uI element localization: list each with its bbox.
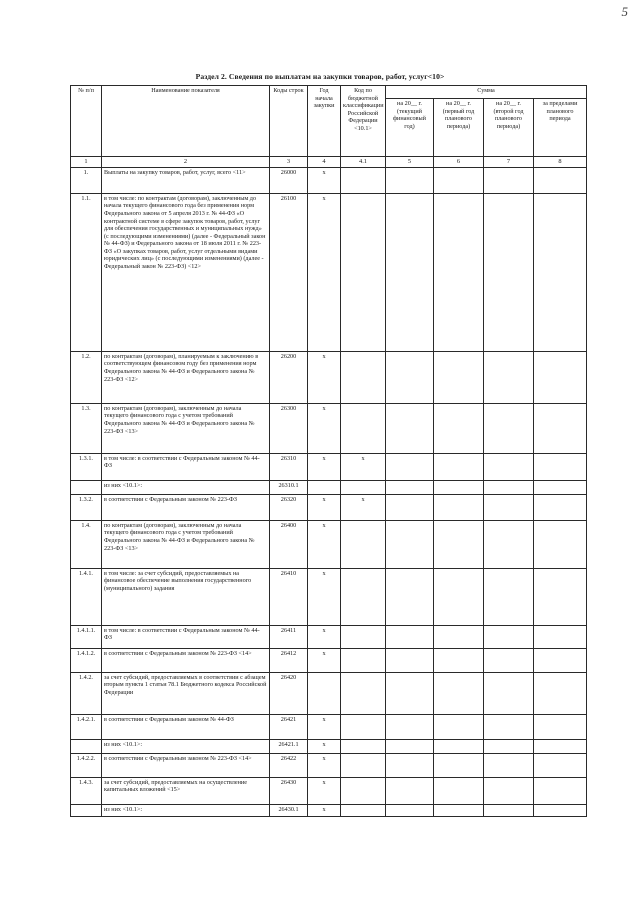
- row-sum-beyond: [534, 480, 587, 494]
- header-code: Коды строк: [270, 86, 308, 157]
- row-sum-beyond: [534, 351, 587, 403]
- row-sum-beyond: [534, 648, 587, 672]
- header-kbk: Код по бюджетной классификации Российской Федерации <10.1>: [341, 86, 386, 157]
- row-kbk: [341, 648, 386, 672]
- row-sum-current: [386, 648, 434, 672]
- row-sum-beyond: [534, 494, 587, 520]
- row-name: в соответствии с Федеральным законом № 223-ФЗ <14>: [102, 753, 270, 777]
- row-year: x: [308, 167, 341, 193]
- row-sum-plan2: [484, 568, 534, 625]
- row-name: в соответствии с Федеральным законом № 44-ФЗ: [102, 714, 270, 739]
- table-row: [71, 351, 587, 403]
- row-kbk: [341, 193, 386, 351]
- row-name: за счет субсидий, предоставляемых в соответствии с абзацем вторым пункта 1 статьи 78.1 Бюджетного кодекса Российской Федерации: [102, 672, 270, 714]
- row-sum-beyond: [534, 568, 587, 625]
- row-sum-plan2: [484, 480, 534, 494]
- table-row: [71, 753, 587, 777]
- table-row: [71, 520, 587, 568]
- row-number: [71, 480, 102, 494]
- row-sum-beyond: [534, 804, 587, 816]
- header-sum-plan2: на 20__ г. (второй год планового периода): [484, 99, 534, 157]
- row-sum-current: [386, 625, 434, 648]
- row-year: x: [308, 403, 341, 453]
- row-year: x: [308, 520, 341, 568]
- column-number: 7: [484, 157, 534, 168]
- row-sum-current: [386, 167, 434, 193]
- row-code: 26200: [270, 351, 308, 403]
- row-kbk: [341, 520, 386, 568]
- row-name: за счет субсидий, предоставляемых на осуществление капитальных вложений <15>: [102, 777, 270, 804]
- row-year: x: [308, 804, 341, 816]
- table-row: [71, 568, 587, 625]
- column-number: 5: [386, 157, 434, 168]
- table-row: [71, 625, 587, 648]
- row-sum-plan1: [434, 568, 484, 625]
- row-code: 26400: [270, 520, 308, 568]
- page-number-mark: 5: [621, 4, 628, 19]
- row-sum-current: [386, 480, 434, 494]
- column-number: 4.1: [341, 157, 386, 168]
- row-sum-beyond: [534, 403, 587, 453]
- row-number: 1.4.1.: [71, 568, 102, 625]
- row-name: в соответствии с Федеральным законом № 223-ФЗ <14>: [102, 648, 270, 672]
- row-name: из них <10.1>:: [102, 804, 270, 816]
- header-sum-beyond: за пределами планового периода: [534, 99, 587, 157]
- row-kbk: [341, 714, 386, 739]
- row-sum-plan1: [434, 480, 484, 494]
- row-kbk: x: [341, 453, 386, 480]
- row-kbk: [341, 753, 386, 777]
- row-sum-plan2: [484, 777, 534, 804]
- row-year: x: [308, 568, 341, 625]
- row-sum-plan2: [484, 167, 534, 193]
- row-sum-plan1: [434, 494, 484, 520]
- row-name: из них <10.1>:: [102, 480, 270, 494]
- row-sum-plan2: [484, 193, 534, 351]
- row-year: x: [308, 351, 341, 403]
- row-sum-plan1: [434, 804, 484, 816]
- row-code: 26411: [270, 625, 308, 648]
- row-sum-current: [386, 351, 434, 403]
- row-sum-plan2: [484, 672, 534, 714]
- row-sum-plan2: [484, 714, 534, 739]
- row-year: [308, 672, 341, 714]
- row-year: x: [308, 625, 341, 648]
- row-year: x: [308, 453, 341, 480]
- row-year: [308, 480, 341, 494]
- row-sum-plan2: [484, 625, 534, 648]
- row-number: 1.: [71, 167, 102, 193]
- row-kbk: [341, 625, 386, 648]
- row-name: по контрактам (договорам), заключенным до начала текущего финансового года с учетом требований Федерального закона № 44-ФЗ и Федерального закона № 223-ФЗ <13>: [102, 520, 270, 568]
- table-row: [71, 403, 587, 453]
- column-number: 3: [270, 157, 308, 168]
- header-num: № п/п: [71, 86, 102, 157]
- row-number: 1.3.2.: [71, 494, 102, 520]
- row-sum-plan1: [434, 714, 484, 739]
- row-sum-beyond: [534, 520, 587, 568]
- row-sum-plan1: [434, 648, 484, 672]
- row-number: 1.4.2.1.: [71, 714, 102, 739]
- row-code: 26300: [270, 403, 308, 453]
- row-year: x: [308, 777, 341, 804]
- row-code: 26430: [270, 777, 308, 804]
- row-sum-current: [386, 777, 434, 804]
- row-sum-plan1: [434, 753, 484, 777]
- row-code: 26420: [270, 672, 308, 714]
- header-sum-plan1: на 20__ г. (первый год планового периода): [434, 99, 484, 157]
- row-number: [71, 804, 102, 816]
- row-code: 26430.1: [270, 804, 308, 816]
- row-sum-plan1: [434, 193, 484, 351]
- table-row: [71, 804, 587, 816]
- row-code: 26421: [270, 714, 308, 739]
- row-code: 26000: [270, 167, 308, 193]
- row-sum-current: [386, 672, 434, 714]
- row-year: x: [308, 753, 341, 777]
- payments-table: [70, 85, 587, 817]
- row-kbk: [341, 568, 386, 625]
- table-row: [71, 672, 587, 714]
- row-sum-beyond: [534, 777, 587, 804]
- row-number: 1.2.: [71, 351, 102, 403]
- row-sum-current: [386, 520, 434, 568]
- row-sum-plan1: [434, 351, 484, 403]
- row-year: x: [308, 714, 341, 739]
- table-row: [71, 739, 587, 753]
- row-sum-current: [386, 753, 434, 777]
- row-year: x: [308, 193, 341, 351]
- row-sum-current: [386, 494, 434, 520]
- row-code: 26422: [270, 753, 308, 777]
- row-sum-beyond: [534, 167, 587, 193]
- header-year: Год начала закупки: [308, 86, 341, 157]
- row-name: в том числе: в соответствии с Федеральным законом № 44-ФЗ: [102, 625, 270, 648]
- row-sum-plan1: [434, 403, 484, 453]
- row-sum-plan2: [484, 648, 534, 672]
- row-kbk: [341, 351, 386, 403]
- table-row: [71, 648, 587, 672]
- row-name: по контрактам (договорам), заключенным до начала текущего финансового года с учетом требований Федерального закона № 44-ФЗ и Федерального закона № 223-ФЗ <13>: [102, 403, 270, 453]
- row-sum-plan2: [484, 351, 534, 403]
- row-kbk: [341, 403, 386, 453]
- row-sum-plan2: [484, 520, 534, 568]
- row-year: x: [308, 494, 341, 520]
- row-code: 26310.1: [270, 480, 308, 494]
- row-number: 1.4.: [71, 520, 102, 568]
- row-kbk: [341, 672, 386, 714]
- row-number: 1.3.1.: [71, 453, 102, 480]
- row-sum-beyond: [534, 739, 587, 753]
- table-row: [71, 480, 587, 494]
- row-code: 26421.1: [270, 739, 308, 753]
- row-kbk: x: [341, 494, 386, 520]
- row-name: в том числе: по контрактам (договорам), заключенным до начала текущего финансового года без применения норм Федерального закона от 5 апреля 2013 г. № 44-ФЗ «О контрактной системе в сфере закупок товаров, работ, услуг для обеспечения государственных и муниципальных нужд» (с последующими изменениями) (далее - Федеральный закон № 44-ФЗ) и Федерального закона от 18 июля 2011 г. № 223-ФЗ «О закупках товаров, работ, услуг отдельными видами юридических лиц» (с последующими изменениями) (далее - Федеральный закон № 223-ФЗ) <12>: [102, 193, 270, 351]
- row-number: 1.4.3.: [71, 777, 102, 804]
- row-sum-plan2: [484, 753, 534, 777]
- row-sum-current: [386, 804, 434, 816]
- row-code: 26320: [270, 494, 308, 520]
- row-kbk: [341, 804, 386, 816]
- row-name: в том числе: в соответствии с Федеральным законом № 44-ФЗ: [102, 453, 270, 480]
- column-number: 8: [534, 157, 587, 168]
- row-sum-current: [386, 453, 434, 480]
- row-code: 26310: [270, 453, 308, 480]
- row-number: 1.4.2.2.: [71, 753, 102, 777]
- row-name: в том числе: за счет субсидий, предоставляемых на финансовое обеспечение выполнения государственного (муниципального) задания: [102, 568, 270, 625]
- column-number: 2: [102, 157, 270, 168]
- row-sum-plan2: [484, 403, 534, 453]
- row-sum-plan1: [434, 625, 484, 648]
- table-row: [71, 494, 587, 520]
- row-sum-beyond: [534, 753, 587, 777]
- row-sum-plan2: [484, 804, 534, 816]
- row-sum-beyond: [534, 714, 587, 739]
- row-sum-beyond: [534, 625, 587, 648]
- row-sum-plan1: [434, 520, 484, 568]
- row-sum-current: [386, 568, 434, 625]
- header-sum: Сумма: [386, 86, 587, 99]
- row-name: Выплаты на закупку товаров, работ, услуг, всего <11>: [102, 167, 270, 193]
- row-sum-beyond: [534, 453, 587, 480]
- row-number: 1.3.: [71, 403, 102, 453]
- row-sum-current: [386, 714, 434, 739]
- row-sum-plan2: [484, 494, 534, 520]
- table-row: [71, 714, 587, 739]
- header-sum-current: на 20__ г. (текущий финансовый год): [386, 99, 434, 157]
- column-number: 4: [308, 157, 341, 168]
- row-name: по контрактам (договорам), планируемым к заключению в соответствующем финансовом году без применения норм Федерального закона № 44-ФЗ и Федерального закона № 223-ФЗ <12>: [102, 351, 270, 403]
- row-kbk: [341, 777, 386, 804]
- row-sum-plan2: [484, 739, 534, 753]
- row-code: 26100: [270, 193, 308, 351]
- row-sum-plan1: [434, 453, 484, 480]
- row-number: 1.4.1.1.: [71, 625, 102, 648]
- row-sum-plan1: [434, 167, 484, 193]
- row-number: 1.4.1.2.: [71, 648, 102, 672]
- table-row: [71, 167, 587, 193]
- column-number: 1: [71, 157, 102, 168]
- row-year: x: [308, 648, 341, 672]
- row-sum-beyond: [534, 193, 587, 351]
- row-code: 26410: [270, 568, 308, 625]
- row-sum-current: [386, 403, 434, 453]
- row-number: 1.4.2.: [71, 672, 102, 714]
- column-number: 6: [434, 157, 484, 168]
- header-name: Наименование показателя: [102, 86, 270, 157]
- row-sum-beyond: [534, 672, 587, 714]
- row-sum-plan1: [434, 672, 484, 714]
- row-sum-current: [386, 193, 434, 351]
- section-title: Раздел 2. Сведения по выплатам на закупки товаров, работ, услуг<10>: [195, 72, 445, 81]
- table-row: [71, 453, 587, 480]
- row-sum-current: [386, 739, 434, 753]
- table-row: [71, 777, 587, 804]
- row-name: из них <10.1>:: [102, 739, 270, 753]
- row-year: x: [308, 739, 341, 753]
- row-kbk: [341, 167, 386, 193]
- row-kbk: [341, 739, 386, 753]
- row-sum-plan2: [484, 453, 534, 480]
- row-number: 1.1.: [71, 193, 102, 351]
- row-code: 26412: [270, 648, 308, 672]
- row-sum-plan1: [434, 777, 484, 804]
- row-name: в соответствии с Федеральным законом № 223-ФЗ: [102, 494, 270, 520]
- table-row: [71, 193, 587, 351]
- row-number: [71, 739, 102, 753]
- row-kbk: [341, 480, 386, 494]
- row-sum-plan1: [434, 739, 484, 753]
